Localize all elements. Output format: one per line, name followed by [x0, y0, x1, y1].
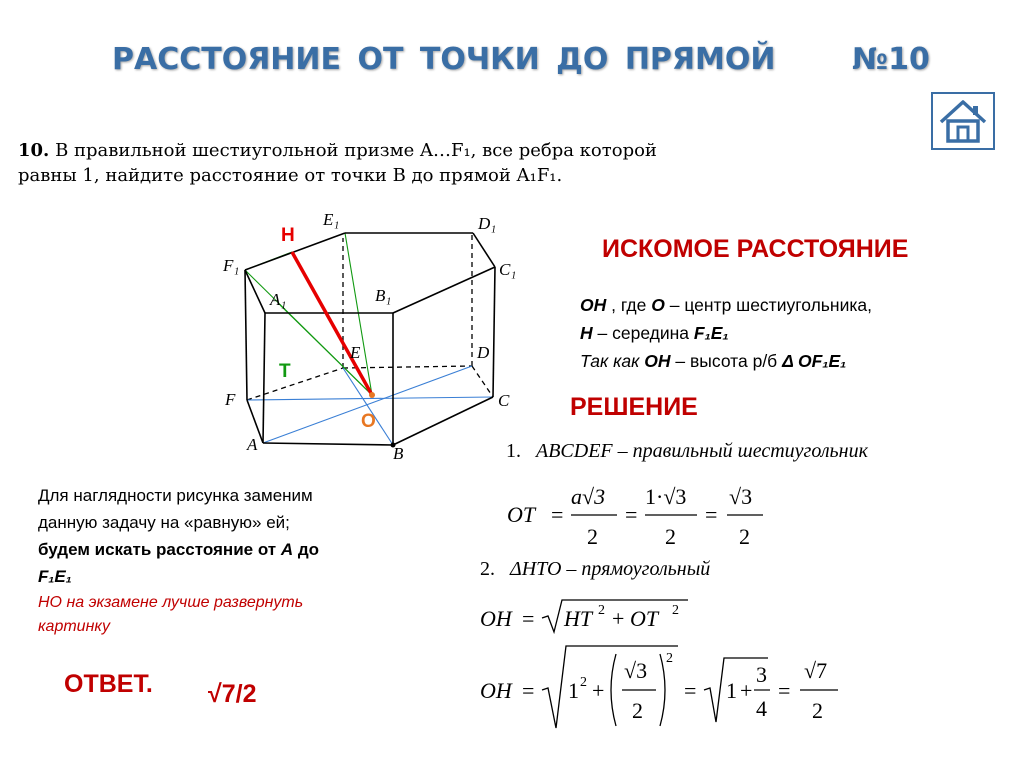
label-C: C: [498, 391, 510, 410]
f2-plus: +: [612, 606, 625, 631]
f1-n1: a√3: [571, 484, 606, 509]
svg-text:=: =: [705, 502, 718, 527]
label-D: D: [477, 343, 490, 362]
f3-exp: 2: [580, 675, 587, 690]
text: – высота р/б: [670, 351, 783, 371]
label-C1: C₁: [499, 260, 517, 279]
svg-text:=: =: [522, 606, 535, 631]
step-text: ΔHTO – прямоугольный: [510, 558, 711, 580]
f1e1-text: F₁E₁: [693, 323, 729, 343]
f3-lhs: OH: [480, 678, 512, 703]
f1-d3: 2: [739, 524, 750, 549]
note-line: Для наглядности рисунка заменим: [38, 486, 313, 505]
solution-step-2: [480, 558, 710, 581]
page-title: РАССТОЯНИЕ ОТ ТОЧКИ ДО ПРЯМОЙ: [112, 42, 776, 77]
formula-oh-result: [478, 640, 848, 736]
note-warning: картинку: [38, 618, 110, 635]
label-D1: D₁: [478, 214, 497, 233]
label-O: O: [361, 411, 376, 432]
answer-label: ОТВЕТ.: [64, 670, 153, 698]
f3-one2: 1: [726, 678, 737, 703]
label-B1: B₁: [375, 286, 392, 305]
home-icon: [933, 94, 993, 148]
label-H: H: [281, 225, 295, 246]
f3-d5: 2: [812, 698, 823, 723]
home-button[interactable]: [931, 92, 995, 150]
note-line: данную задачу на «равную» ей;: [38, 513, 290, 532]
text: – середина: [592, 323, 694, 343]
prism-figure: [215, 205, 525, 465]
f1-lhs: OT: [507, 502, 536, 527]
oh-text: OH: [644, 351, 671, 371]
svg-text:+: +: [740, 678, 753, 703]
label-A1: A₁: [270, 290, 287, 309]
oh-text: OH: [580, 295, 607, 315]
solution-heading: РЕШЕНИЕ: [570, 393, 698, 421]
formula-oh-pyth: [478, 594, 708, 638]
f2-ht: HT: [564, 606, 593, 631]
svg-text:=: =: [684, 678, 697, 703]
f3-num: √3: [624, 658, 648, 683]
step-num: 2.: [480, 558, 495, 580]
svg-text:=: =: [625, 502, 638, 527]
note-line: будем искать расстояние от: [38, 540, 281, 559]
problem-line-2: равны 1, найдите расстояние от точки B до прямой A₁F₁.: [18, 165, 563, 186]
label-F1: F₁: [223, 256, 240, 275]
f1-n2: 1·√3: [645, 484, 687, 509]
f1-d2: 2: [665, 524, 676, 549]
triangle-text: Δ OF₁E₁: [782, 351, 847, 371]
problem-number: №10: [852, 42, 930, 77]
svg-text:+: +: [592, 678, 605, 703]
f2-exp2: 2: [672, 603, 679, 618]
problem-statement: [18, 138, 738, 188]
formula-ot: [505, 478, 775, 550]
f2-ot: OT: [630, 606, 659, 631]
label-E1: E₁: [323, 210, 340, 229]
note-block: [38, 482, 408, 638]
f3-d4: 4: [756, 696, 767, 721]
svg-text:=: =: [522, 678, 535, 703]
label-B: B: [393, 444, 404, 463]
f2-lhs: OH: [480, 606, 512, 631]
note-line: до: [293, 540, 320, 559]
text: , где: [606, 295, 652, 315]
note-warning: НО на экзамене лучше развернуть: [38, 594, 304, 611]
label-A: A: [247, 435, 258, 454]
label-F: F: [225, 390, 236, 409]
solution-step-1: [506, 440, 868, 463]
f3-n4: 3: [756, 662, 767, 687]
step-num: 1.: [506, 440, 521, 462]
note-line-f1e1: F₁E₁: [38, 567, 72, 586]
svg-text:=: =: [778, 678, 791, 703]
f1-n3: √3: [729, 484, 753, 509]
f3-den: 2: [632, 698, 643, 723]
f3-exp2: 2: [666, 651, 673, 666]
label-T: T: [279, 361, 291, 382]
problem-line-1: В правильной шестиугольной призме A…F₁, все ребра которой: [55, 140, 657, 161]
label-E: E: [350, 343, 361, 362]
f3-one: 1: [568, 678, 579, 703]
f3-n5: √7: [804, 658, 828, 683]
answer-value: √7/2: [208, 680, 257, 708]
svg-text:=: =: [551, 502, 564, 527]
problem-num: 10.: [18, 140, 50, 161]
sought-heading: ИСКОМОЕ РАССТОЯНИЕ: [602, 235, 909, 263]
note-point-a: A: [280, 540, 294, 559]
step-text: ABCDEF – правильный шестиугольник: [536, 440, 868, 462]
text: Так как: [580, 351, 645, 371]
f1-d1: 2: [587, 524, 598, 549]
sought-explanation: [580, 291, 872, 375]
o-text: O: [651, 295, 665, 315]
text: – центр шестиугольника,: [664, 295, 872, 315]
h-text: H: [580, 323, 593, 343]
f2-exp1: 2: [598, 603, 605, 618]
